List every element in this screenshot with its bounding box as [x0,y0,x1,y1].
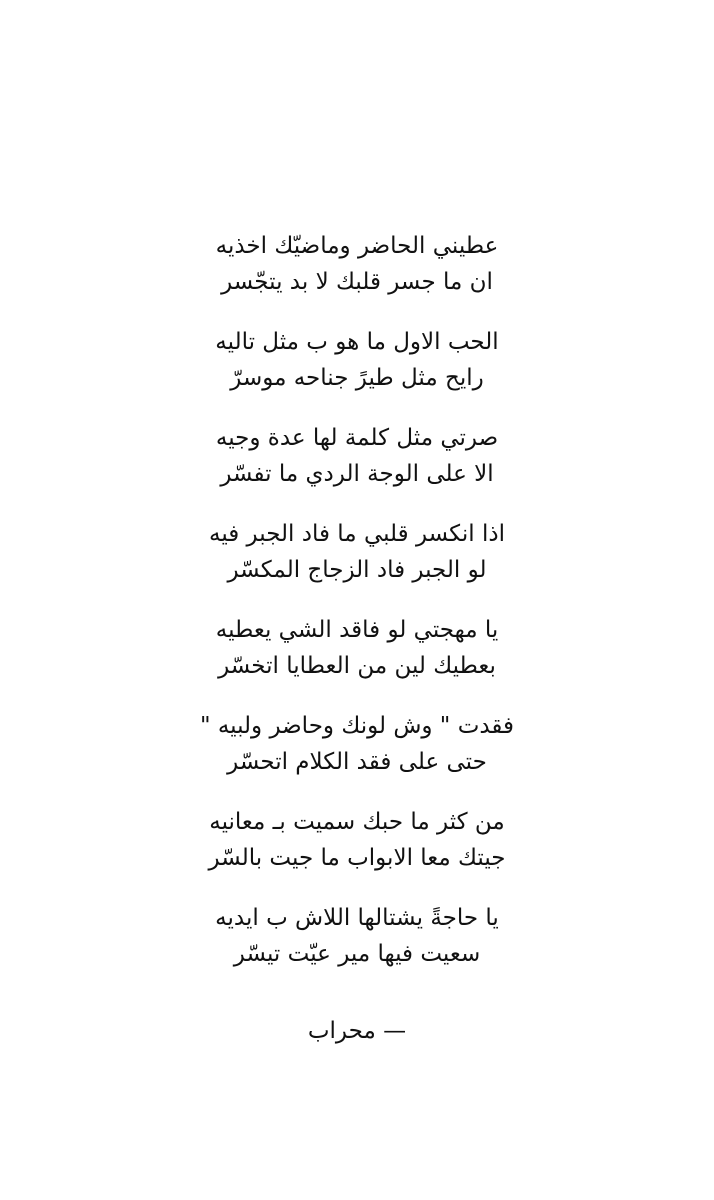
stanza-line: يا مهجتي لو فاقد الشي يعطيه [215,617,499,643]
stanza-8 [0,900,714,996]
stanza-2 [0,324,714,420]
stanza-line: لو الجبر فاد الزجاج المكسّر [227,557,487,583]
stanza-line: جيتك معا الابواب ما جيت بالسّر [208,845,506,871]
stanza-line: بعطيك لين من العطايا اتخسّر [218,653,496,679]
poem [0,228,714,996]
stanza-line: الحب الاول ما هو ب مثل تاليه [215,329,499,355]
poet-signature: — محراب [307,1018,407,1044]
stanza-line: يا حاجةً يشتالها اللاش ب ايديه [215,905,499,931]
stanza-7 [0,804,714,900]
stanza-3 [0,420,714,516]
stanza-line: اذا انكسر قلبي ما فاد الجبر فيه [208,521,506,547]
stanza-line: فقدت " وش لونك وحاضر ولبيه " [199,713,515,739]
stanza-line: من كثر ما حبك سميت بـ معانيه [209,809,505,835]
stanza-line: سعيت فيها مير عيّت تيسّر [233,941,481,967]
stanza-line: صرتي مثل كلمة لها عدة وجيه [215,425,499,451]
stanza-line: الا على الوجة الردي ما تفسّر [220,461,494,487]
stanza-line: ان ما جسر قلبك لا بد يتجّسر [221,269,493,295]
stanza-1 [0,228,714,324]
stanza-6 [0,708,714,804]
stanza-5 [0,612,714,708]
stanza-4 [0,516,714,612]
stanza-line: حتى على فقد الكلام اتحسّر [227,749,487,775]
stanza-line: رايح مثل طيرً جناحه موسرّ [230,365,484,391]
stanza-line: عطيني الحاضر وماضيّك اخذيه [215,233,499,259]
